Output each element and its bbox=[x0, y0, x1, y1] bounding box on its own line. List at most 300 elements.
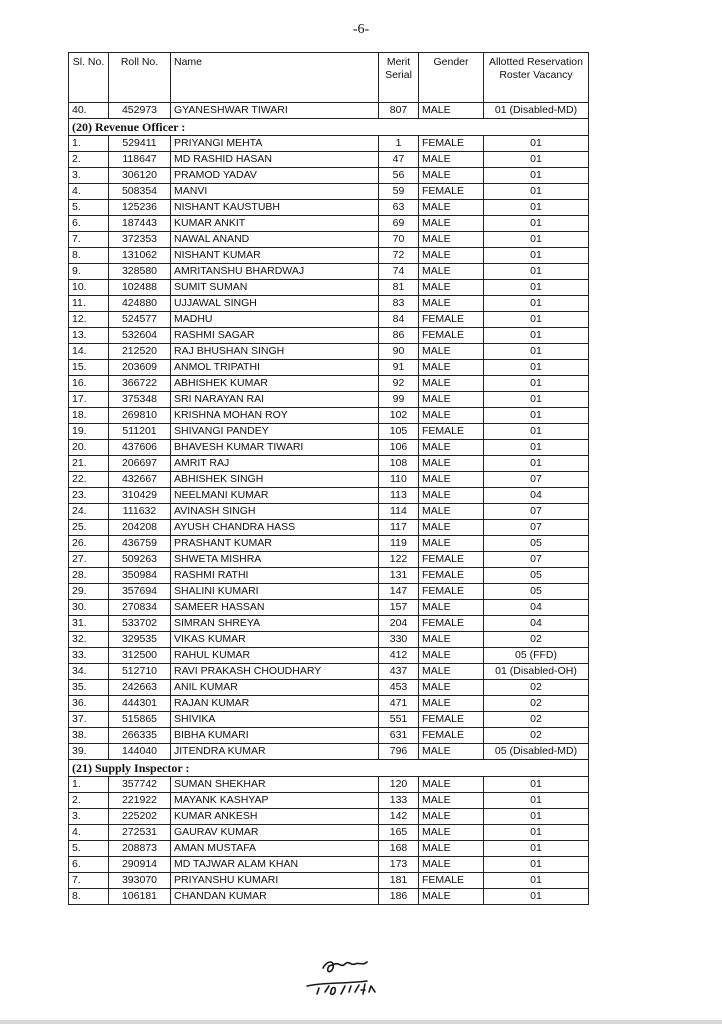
cell-merit-serial: 122 bbox=[379, 552, 419, 568]
cell-merit-serial: 106 bbox=[379, 440, 419, 456]
cell-sl-no: 19. bbox=[69, 424, 109, 440]
cell-roll-no: 529411 bbox=[109, 136, 171, 152]
cell-sl-no: 7. bbox=[69, 873, 109, 889]
cell-allotted-vacancy: 01 bbox=[484, 280, 589, 296]
cell-gender: MALE bbox=[419, 360, 484, 376]
cell-gender: MALE bbox=[419, 600, 484, 616]
cell-allotted-vacancy: 02 bbox=[484, 728, 589, 744]
cell-roll-no: 524577 bbox=[109, 312, 171, 328]
cell-name: PRIYANSHU KUMARI bbox=[171, 873, 379, 889]
cell-sl-no: 8. bbox=[69, 248, 109, 264]
cell-merit-serial: 330 bbox=[379, 632, 419, 648]
cell-roll-no: 329535 bbox=[109, 632, 171, 648]
cell-merit-serial: 114 bbox=[379, 504, 419, 520]
section-title: (20) Revenue Officer : bbox=[69, 119, 589, 136]
cell-allotted-vacancy: 01 (Disabled-MD) bbox=[484, 103, 589, 119]
table-row bbox=[69, 344, 589, 360]
table-row bbox=[69, 200, 589, 216]
cell-roll-no: 187443 bbox=[109, 216, 171, 232]
cell-merit-serial: 74 bbox=[379, 264, 419, 280]
cell-gender: MALE bbox=[419, 841, 484, 857]
cell-name: AMAN MUSTAFA bbox=[171, 841, 379, 857]
cell-gender: MALE bbox=[419, 248, 484, 264]
cell-merit-serial: 165 bbox=[379, 825, 419, 841]
table-row bbox=[69, 152, 589, 168]
cell-merit-serial: 173 bbox=[379, 857, 419, 873]
cell-gender: FEMALE bbox=[419, 873, 484, 889]
cell-allotted-vacancy: 01 bbox=[484, 216, 589, 232]
cell-allotted-vacancy: 01 bbox=[484, 184, 589, 200]
cell-allotted-vacancy: 01 bbox=[484, 360, 589, 376]
cell-gender: MALE bbox=[419, 504, 484, 520]
cell-merit-serial: 807 bbox=[379, 103, 419, 119]
cell-allotted-vacancy: 01 bbox=[484, 136, 589, 152]
table-row bbox=[69, 712, 589, 728]
cell-sl-no: 14. bbox=[69, 344, 109, 360]
cell-name: KUMAR ANKIT bbox=[171, 216, 379, 232]
cell-name: BHAVESH KUMAR TIWARI bbox=[171, 440, 379, 456]
table-row bbox=[69, 472, 589, 488]
cell-roll-no: 212520 bbox=[109, 344, 171, 360]
cell-name: JITENDRA KUMAR bbox=[171, 744, 379, 760]
cell-merit-serial: 102 bbox=[379, 408, 419, 424]
table-row bbox=[69, 392, 589, 408]
table-row bbox=[69, 408, 589, 424]
table-row bbox=[69, 216, 589, 232]
table-row bbox=[69, 873, 589, 889]
cell-merit-serial: 56 bbox=[379, 168, 419, 184]
cell-allotted-vacancy: 01 bbox=[484, 376, 589, 392]
cell-roll-no: 204208 bbox=[109, 520, 171, 536]
table-row bbox=[69, 857, 589, 873]
cell-gender: FEMALE bbox=[419, 136, 484, 152]
table-row bbox=[69, 584, 589, 600]
cell-roll-no: 432667 bbox=[109, 472, 171, 488]
cell-roll-no: 532604 bbox=[109, 328, 171, 344]
cell-gender: FEMALE bbox=[419, 568, 484, 584]
cell-roll-no: 357742 bbox=[109, 777, 171, 793]
cell-merit-serial: 168 bbox=[379, 841, 419, 857]
cell-roll-no: 512710 bbox=[109, 664, 171, 680]
cell-roll-no: 508354 bbox=[109, 184, 171, 200]
cell-allotted-vacancy: 07 bbox=[484, 552, 589, 568]
section-header-row bbox=[69, 760, 589, 777]
cell-allotted-vacancy: 01 bbox=[484, 408, 589, 424]
cell-sl-no: 15. bbox=[69, 360, 109, 376]
cell-gender: MALE bbox=[419, 456, 484, 472]
cell-roll-no: 225202 bbox=[109, 809, 171, 825]
cell-sl-no: 22. bbox=[69, 472, 109, 488]
table-row bbox=[69, 648, 589, 664]
cell-roll-no: 290914 bbox=[109, 857, 171, 873]
cell-allotted-vacancy: 07 bbox=[484, 472, 589, 488]
cell-sl-no: 4. bbox=[69, 184, 109, 200]
cell-sl-no: 1. bbox=[69, 136, 109, 152]
table-row bbox=[69, 536, 589, 552]
cell-name: RAJAN KUMAR bbox=[171, 696, 379, 712]
cell-allotted-vacancy: 02 bbox=[484, 712, 589, 728]
table-row bbox=[69, 680, 589, 696]
cell-merit-serial: 117 bbox=[379, 520, 419, 536]
table-row bbox=[69, 136, 589, 152]
cell-allotted-vacancy: 01 bbox=[484, 809, 589, 825]
cell-gender: MALE bbox=[419, 216, 484, 232]
cell-allotted-vacancy: 01 bbox=[484, 392, 589, 408]
cell-allotted-vacancy: 01 bbox=[484, 873, 589, 889]
cell-merit-serial: 99 bbox=[379, 392, 419, 408]
cell-allotted-vacancy: 01 bbox=[484, 793, 589, 809]
cell-roll-no: 310429 bbox=[109, 488, 171, 504]
cell-gender: FEMALE bbox=[419, 728, 484, 744]
col-header-roll-no: Roll No. bbox=[109, 53, 171, 103]
cell-roll-no: 102488 bbox=[109, 280, 171, 296]
table-header-row bbox=[69, 53, 589, 103]
cell-gender: MALE bbox=[419, 777, 484, 793]
scan-edge-band bbox=[0, 1020, 722, 1024]
cell-name: GAURAV KUMAR bbox=[171, 825, 379, 841]
table-row bbox=[69, 520, 589, 536]
cell-roll-no: 269810 bbox=[109, 408, 171, 424]
table-row bbox=[69, 809, 589, 825]
cell-allotted-vacancy: 01 bbox=[484, 232, 589, 248]
cell-allotted-vacancy: 01 bbox=[484, 440, 589, 456]
cell-roll-no: 266335 bbox=[109, 728, 171, 744]
cell-sl-no: 16. bbox=[69, 376, 109, 392]
col-header-sl-no: Sl. No. bbox=[69, 53, 109, 103]
cell-name: ABHISHEK KUMAR bbox=[171, 376, 379, 392]
cell-gender: MALE bbox=[419, 664, 484, 680]
cell-merit-serial: 92 bbox=[379, 376, 419, 392]
cell-name: KRISHNA MOHAN ROY bbox=[171, 408, 379, 424]
cell-merit-serial: 105 bbox=[379, 424, 419, 440]
cell-allotted-vacancy: 01 bbox=[484, 296, 589, 312]
table-row bbox=[69, 600, 589, 616]
cell-merit-serial: 1 bbox=[379, 136, 419, 152]
cell-roll-no: 125236 bbox=[109, 200, 171, 216]
cell-name: VIKAS KUMAR bbox=[171, 632, 379, 648]
cell-roll-no: 203609 bbox=[109, 360, 171, 376]
cell-name: SUMAN SHEKHAR bbox=[171, 777, 379, 793]
cell-roll-no: 393070 bbox=[109, 873, 171, 889]
cell-merit-serial: 110 bbox=[379, 472, 419, 488]
cell-allotted-vacancy: 01 bbox=[484, 825, 589, 841]
table-row bbox=[69, 568, 589, 584]
cell-sl-no: 8. bbox=[69, 889, 109, 905]
cell-sl-no: 38. bbox=[69, 728, 109, 744]
cell-sl-no: 3. bbox=[69, 168, 109, 184]
cell-roll-no: 242663 bbox=[109, 680, 171, 696]
cell-merit-serial: 84 bbox=[379, 312, 419, 328]
cell-name: ANIL KUMAR bbox=[171, 680, 379, 696]
table-row bbox=[69, 889, 589, 905]
cell-gender: MALE bbox=[419, 264, 484, 280]
cell-merit-serial: 70 bbox=[379, 232, 419, 248]
cell-roll-no: 533702 bbox=[109, 616, 171, 632]
table-row bbox=[69, 424, 589, 440]
cell-allotted-vacancy: 01 bbox=[484, 328, 589, 344]
cell-roll-no: 106181 bbox=[109, 889, 171, 905]
cell-merit-serial: 119 bbox=[379, 536, 419, 552]
cell-merit-serial: 412 bbox=[379, 648, 419, 664]
cell-merit-serial: 142 bbox=[379, 809, 419, 825]
cell-sl-no: 23. bbox=[69, 488, 109, 504]
cell-name: SIMRAN SHREYA bbox=[171, 616, 379, 632]
cell-allotted-vacancy: 05 bbox=[484, 568, 589, 584]
table-row bbox=[69, 184, 589, 200]
cell-roll-no: 511201 bbox=[109, 424, 171, 440]
cell-name: AYUSH CHANDRA HASS bbox=[171, 520, 379, 536]
cell-name: PRAMOD YADAV bbox=[171, 168, 379, 184]
table-row bbox=[69, 825, 589, 841]
cell-name: RAVI PRAKASH CHOUDHARY bbox=[171, 664, 379, 680]
cell-name: MADHU bbox=[171, 312, 379, 328]
cell-gender: MALE bbox=[419, 825, 484, 841]
cell-gender: MALE bbox=[419, 520, 484, 536]
cell-name: SHIVANGI PANDEY bbox=[171, 424, 379, 440]
cell-allotted-vacancy: 02 bbox=[484, 680, 589, 696]
cell-name: SUMIT SUMAN bbox=[171, 280, 379, 296]
section-title: (21) Supply Inspector : bbox=[69, 760, 589, 777]
cell-roll-no: 436759 bbox=[109, 536, 171, 552]
cell-merit-serial: 113 bbox=[379, 488, 419, 504]
cell-gender: MALE bbox=[419, 472, 484, 488]
cell-allotted-vacancy: 02 bbox=[484, 696, 589, 712]
cell-name: PRASHANT KUMAR bbox=[171, 536, 379, 552]
cell-gender: FEMALE bbox=[419, 424, 484, 440]
cell-allotted-vacancy: 05 bbox=[484, 584, 589, 600]
cell-merit-serial: 86 bbox=[379, 328, 419, 344]
cell-merit-serial: 186 bbox=[379, 889, 419, 905]
cell-name: SAMEER HASSAN bbox=[171, 600, 379, 616]
cell-gender: MALE bbox=[419, 344, 484, 360]
table-row bbox=[69, 744, 589, 760]
cell-sl-no: 37. bbox=[69, 712, 109, 728]
cell-name: SHALINI KUMARI bbox=[171, 584, 379, 600]
cell-gender: FEMALE bbox=[419, 616, 484, 632]
cell-roll-no: 372353 bbox=[109, 232, 171, 248]
cell-sl-no: 11. bbox=[69, 296, 109, 312]
cell-gender: MALE bbox=[419, 793, 484, 809]
cell-allotted-vacancy: 01 bbox=[484, 841, 589, 857]
cell-sl-no: 28. bbox=[69, 568, 109, 584]
cell-allotted-vacancy: 01 (Disabled-OH) bbox=[484, 664, 589, 680]
cell-name: RAJ BHUSHAN SINGH bbox=[171, 344, 379, 360]
cell-name: PRIYANGI MEHTA bbox=[171, 136, 379, 152]
cell-roll-no: 437606 bbox=[109, 440, 171, 456]
cell-merit-serial: 108 bbox=[379, 456, 419, 472]
cell-roll-no: 452973 bbox=[109, 103, 171, 119]
cell-gender: MALE bbox=[419, 632, 484, 648]
cell-sl-no: 3. bbox=[69, 809, 109, 825]
cell-allotted-vacancy: 01 bbox=[484, 264, 589, 280]
cell-name: MAYANK KASHYAP bbox=[171, 793, 379, 809]
cell-sl-no: 7. bbox=[69, 232, 109, 248]
table-row bbox=[69, 488, 589, 504]
cell-name: UJJAWAL SINGH bbox=[171, 296, 379, 312]
cell-roll-no: 272531 bbox=[109, 825, 171, 841]
cell-name: ABHISHEK SINGH bbox=[171, 472, 379, 488]
cell-merit-serial: 81 bbox=[379, 280, 419, 296]
cell-allotted-vacancy: 01 bbox=[484, 889, 589, 905]
cell-sl-no: 18. bbox=[69, 408, 109, 424]
cell-roll-no: 357694 bbox=[109, 584, 171, 600]
cell-allotted-vacancy: 01 bbox=[484, 152, 589, 168]
cell-gender: MALE bbox=[419, 376, 484, 392]
cell-gender: MALE bbox=[419, 440, 484, 456]
col-header-allotted-vacancy: Allotted Reservation Roster Vacancy bbox=[484, 53, 589, 103]
cell-allotted-vacancy: 05 (Disabled-MD) bbox=[484, 744, 589, 760]
cell-roll-no: 444301 bbox=[109, 696, 171, 712]
table-row bbox=[69, 280, 589, 296]
cell-allotted-vacancy: 01 bbox=[484, 248, 589, 264]
cell-gender: MALE bbox=[419, 200, 484, 216]
cell-gender: MALE bbox=[419, 152, 484, 168]
cell-sl-no: 17. bbox=[69, 392, 109, 408]
cell-sl-no: 9. bbox=[69, 264, 109, 280]
cell-roll-no: 366722 bbox=[109, 376, 171, 392]
cell-gender: FEMALE bbox=[419, 328, 484, 344]
cell-sl-no: 30. bbox=[69, 600, 109, 616]
table-row bbox=[69, 728, 589, 744]
cell-name: ANMOL TRIPATHI bbox=[171, 360, 379, 376]
cell-allotted-vacancy: 05 bbox=[484, 536, 589, 552]
table-row bbox=[69, 456, 589, 472]
cell-allotted-vacancy: 01 bbox=[484, 168, 589, 184]
cell-sl-no: 13. bbox=[69, 328, 109, 344]
cell-gender: FEMALE bbox=[419, 312, 484, 328]
cell-merit-serial: 63 bbox=[379, 200, 419, 216]
cell-roll-no: 509263 bbox=[109, 552, 171, 568]
cell-sl-no: 39. bbox=[69, 744, 109, 760]
cell-allotted-vacancy: 01 bbox=[484, 857, 589, 873]
cell-sl-no: 6. bbox=[69, 216, 109, 232]
cell-merit-serial: 631 bbox=[379, 728, 419, 744]
cell-allotted-vacancy: 07 bbox=[484, 504, 589, 520]
cell-sl-no: 27. bbox=[69, 552, 109, 568]
cell-merit-serial: 47 bbox=[379, 152, 419, 168]
cell-merit-serial: 69 bbox=[379, 216, 419, 232]
cell-allotted-vacancy: 01 bbox=[484, 424, 589, 440]
table-row bbox=[69, 376, 589, 392]
cell-roll-no: 221922 bbox=[109, 793, 171, 809]
cell-name: NISHANT KAUSTUBH bbox=[171, 200, 379, 216]
cell-gender: MALE bbox=[419, 103, 484, 119]
table-row bbox=[69, 504, 589, 520]
cell-merit-serial: 453 bbox=[379, 680, 419, 696]
cell-sl-no: 33. bbox=[69, 648, 109, 664]
cell-gender: MALE bbox=[419, 232, 484, 248]
cell-allotted-vacancy: 01 bbox=[484, 312, 589, 328]
table-row bbox=[69, 312, 589, 328]
cell-roll-no: 375348 bbox=[109, 392, 171, 408]
cell-name: SRI NARAYAN RAI bbox=[171, 392, 379, 408]
cell-gender: MALE bbox=[419, 536, 484, 552]
cell-gender: MALE bbox=[419, 744, 484, 760]
table-row bbox=[69, 296, 589, 312]
cell-gender: MALE bbox=[419, 889, 484, 905]
cell-merit-serial: 471 bbox=[379, 696, 419, 712]
cell-sl-no: 6. bbox=[69, 857, 109, 873]
cell-gender: MALE bbox=[419, 408, 484, 424]
table-row bbox=[69, 168, 589, 184]
cell-roll-no: 350984 bbox=[109, 568, 171, 584]
col-header-merit-serial: Merit Serial bbox=[379, 53, 419, 103]
cell-sl-no: 10. bbox=[69, 280, 109, 296]
cell-roll-no: 131062 bbox=[109, 248, 171, 264]
cell-name: MANVI bbox=[171, 184, 379, 200]
cell-gender: MALE bbox=[419, 648, 484, 664]
cell-name: RASHMI SAGAR bbox=[171, 328, 379, 344]
cell-merit-serial: 157 bbox=[379, 600, 419, 616]
cell-name: SHIVIKA bbox=[171, 712, 379, 728]
cell-name: NAWAL ANAND bbox=[171, 232, 379, 248]
cell-gender: MALE bbox=[419, 680, 484, 696]
cell-allotted-vacancy: 01 bbox=[484, 344, 589, 360]
handwritten-signature bbox=[305, 948, 405, 1008]
cell-roll-no: 111632 bbox=[109, 504, 171, 520]
cell-roll-no: 118647 bbox=[109, 152, 171, 168]
cell-sl-no: 24. bbox=[69, 504, 109, 520]
col-header-name: Name bbox=[171, 53, 379, 103]
cell-merit-serial: 83 bbox=[379, 296, 419, 312]
table-row bbox=[69, 248, 589, 264]
cell-merit-serial: 72 bbox=[379, 248, 419, 264]
cell-gender: MALE bbox=[419, 696, 484, 712]
table-row bbox=[69, 552, 589, 568]
cell-sl-no: 29. bbox=[69, 584, 109, 600]
cell-sl-no: 40. bbox=[69, 103, 109, 119]
cell-allotted-vacancy: 04 bbox=[484, 488, 589, 504]
cell-merit-serial: 551 bbox=[379, 712, 419, 728]
cell-name: GYANESHWAR TIWARI bbox=[171, 103, 379, 119]
cell-name: AMRITANSHU BHARDWAJ bbox=[171, 264, 379, 280]
cell-allotted-vacancy: 02 bbox=[484, 632, 589, 648]
cell-sl-no: 2. bbox=[69, 152, 109, 168]
cell-name: CHANDAN KUMAR bbox=[171, 889, 379, 905]
cell-gender: FEMALE bbox=[419, 552, 484, 568]
cell-merit-serial: 437 bbox=[379, 664, 419, 680]
cell-name: BIBHA KUMARI bbox=[171, 728, 379, 744]
results-table bbox=[68, 52, 589, 905]
cell-name: KUMAR ANKESH bbox=[171, 809, 379, 825]
cell-allotted-vacancy: 01 bbox=[484, 456, 589, 472]
cell-gender: FEMALE bbox=[419, 184, 484, 200]
cell-sl-no: 4. bbox=[69, 825, 109, 841]
page-number: -6- bbox=[352, 22, 370, 37]
cell-sl-no: 5. bbox=[69, 841, 109, 857]
cell-merit-serial: 133 bbox=[379, 793, 419, 809]
cell-sl-no: 31. bbox=[69, 616, 109, 632]
cell-allotted-vacancy: 04 bbox=[484, 600, 589, 616]
cell-name: AVINASH SINGH bbox=[171, 504, 379, 520]
cell-sl-no: 26. bbox=[69, 536, 109, 552]
cell-merit-serial: 120 bbox=[379, 777, 419, 793]
cell-roll-no: 424880 bbox=[109, 296, 171, 312]
table-row bbox=[69, 664, 589, 680]
cell-name: RASHMI RATHI bbox=[171, 568, 379, 584]
table-row bbox=[69, 232, 589, 248]
cell-sl-no: 25. bbox=[69, 520, 109, 536]
cell-name: MD RASHID HASAN bbox=[171, 152, 379, 168]
cell-name: AMRIT RAJ bbox=[171, 456, 379, 472]
table-row bbox=[69, 841, 589, 857]
cell-sl-no: 32. bbox=[69, 632, 109, 648]
cell-sl-no: 35. bbox=[69, 680, 109, 696]
cell-gender: MALE bbox=[419, 857, 484, 873]
cell-gender: MALE bbox=[419, 280, 484, 296]
cell-sl-no: 1. bbox=[69, 777, 109, 793]
cell-allotted-vacancy: 07 bbox=[484, 520, 589, 536]
